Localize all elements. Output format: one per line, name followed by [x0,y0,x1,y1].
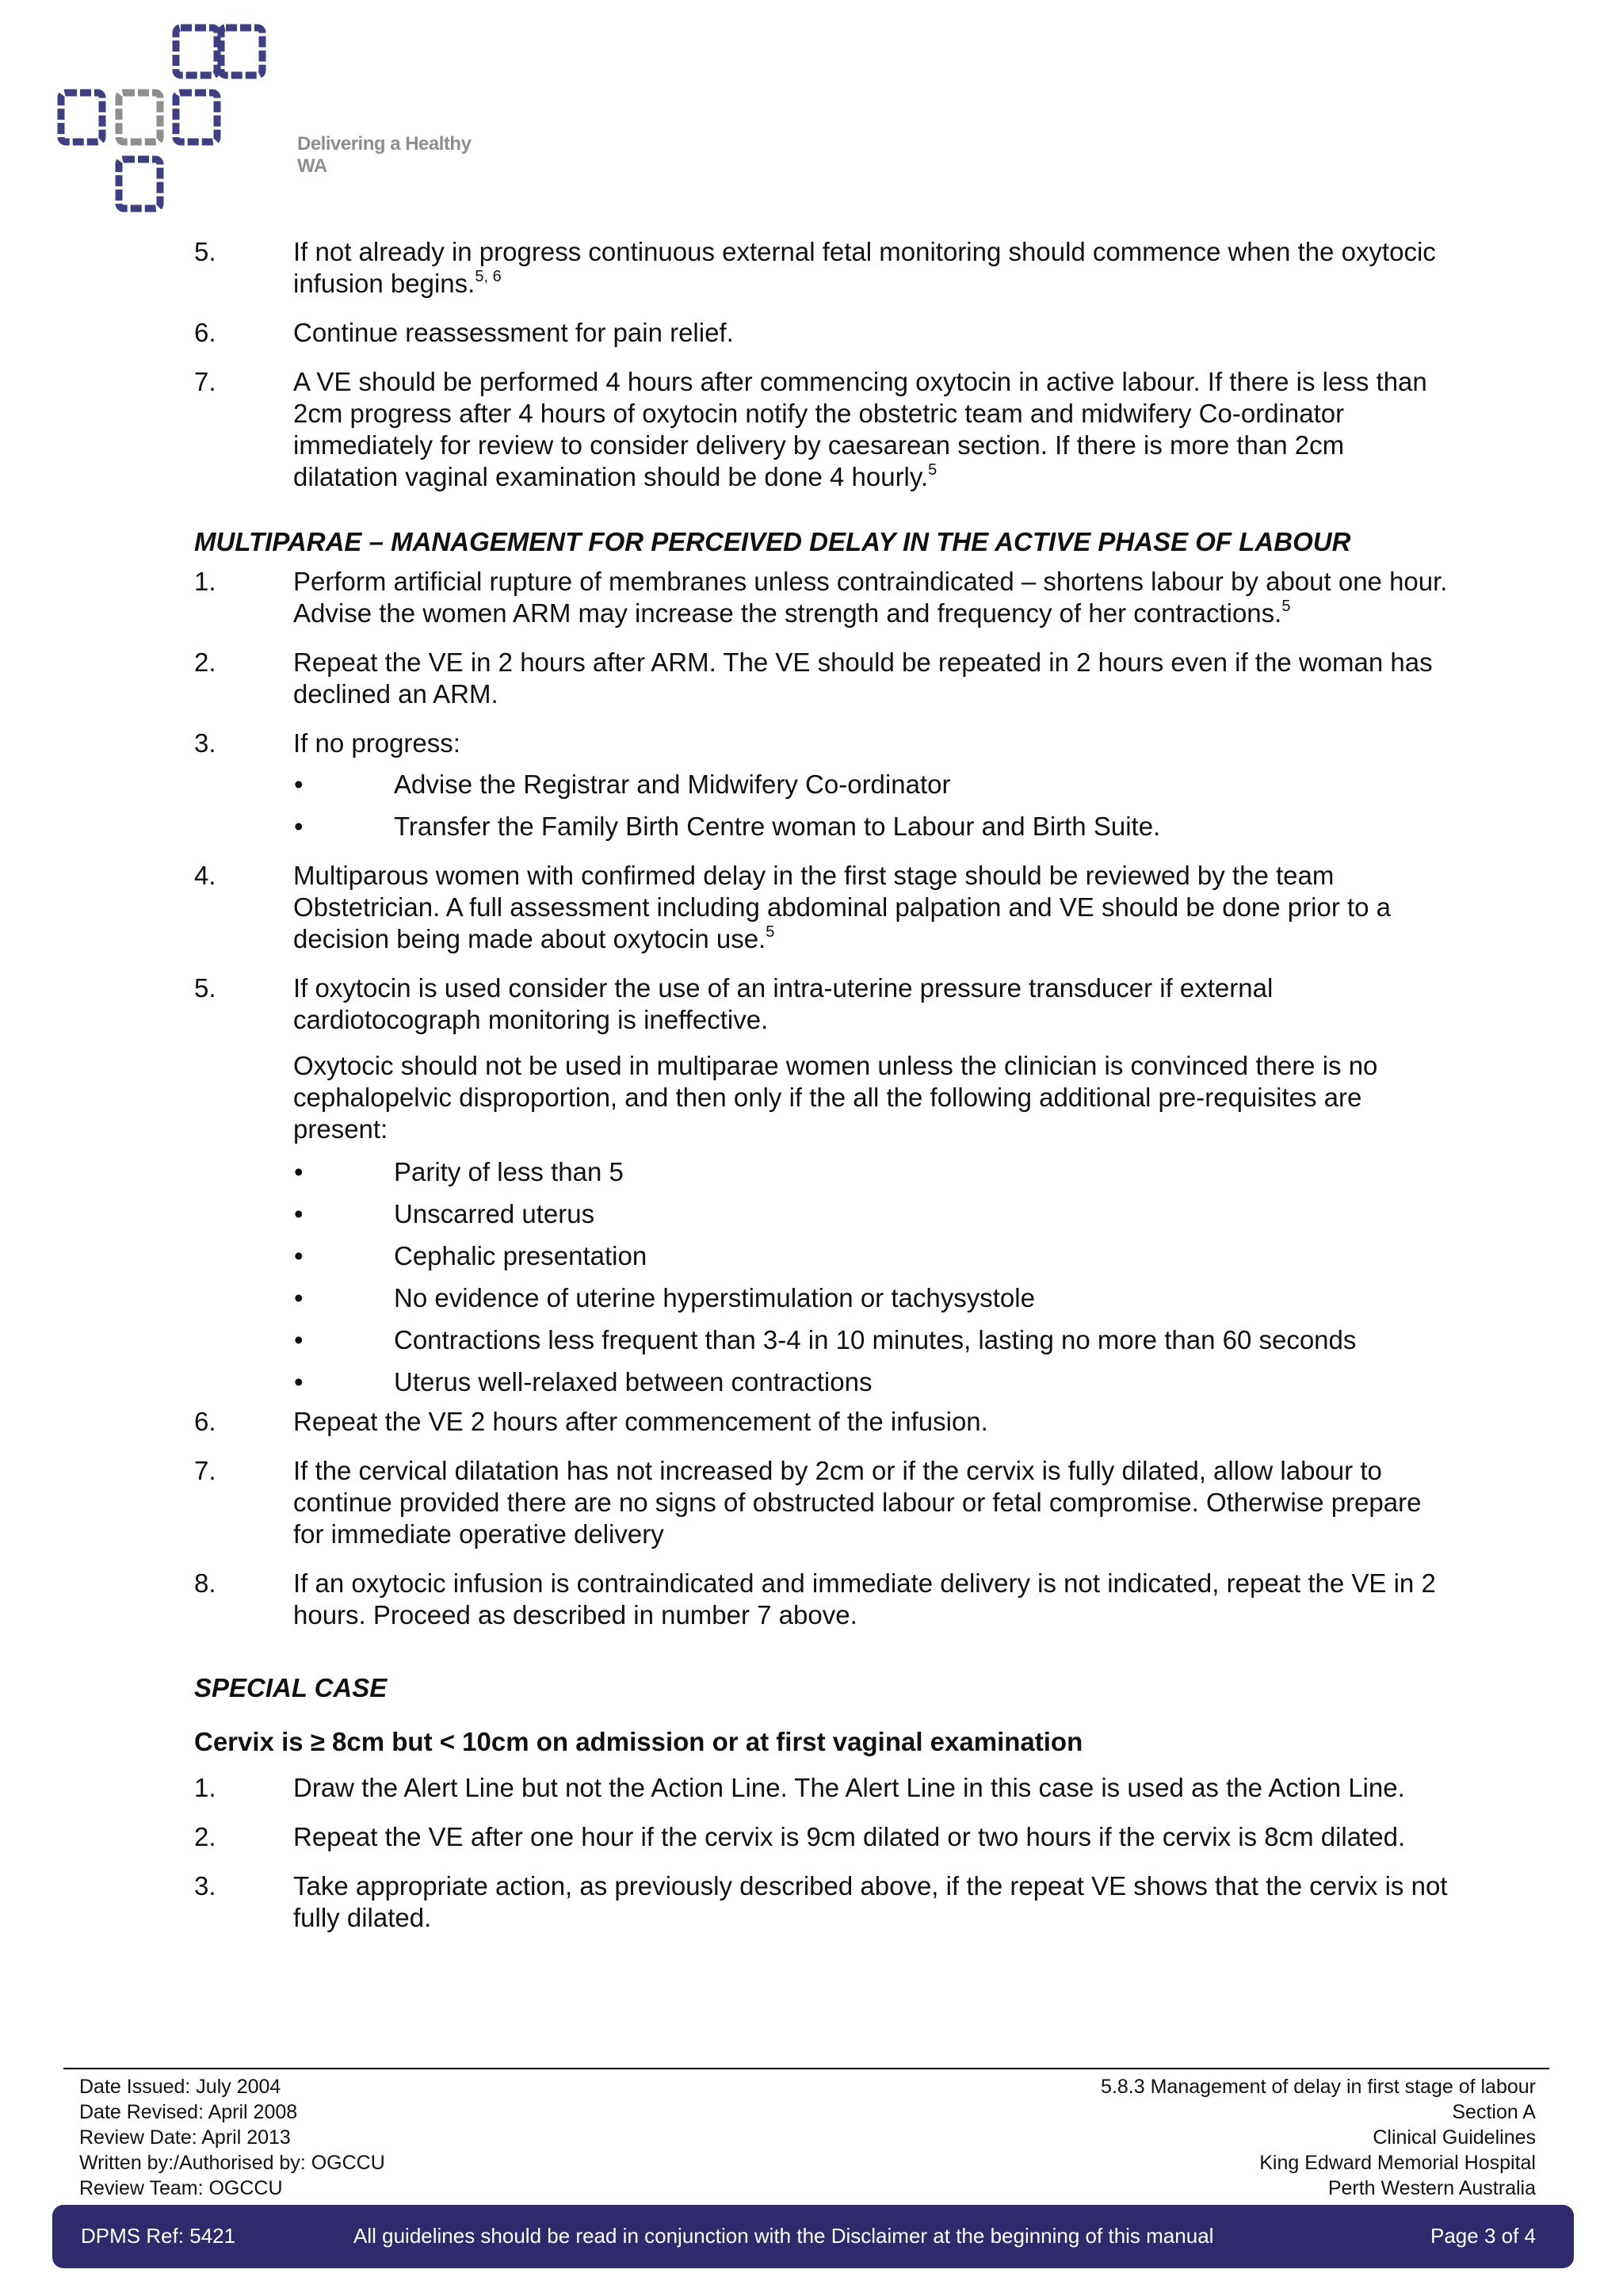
item-number: 4. [194,861,216,890]
item-text: If an oxytocic infusion is contraindicated and immediate delivery is not indicated, repeat the VE in 2 hours. Proceed as described in number 7 above. [293,1568,1436,1629]
list-item [194,1568,1454,1631]
bullet-text: Uterus well-relaxed between contractions [394,1367,873,1396]
bullet-text: Advise the Registrar and Midwifery Co-ordinator [394,770,951,799]
review-date: Review Date: April 2013 [79,2126,291,2149]
bullet-icon: • [294,1325,304,1354]
item-text: Multiparous women with confirmed delay in the first stage should be reviewed by the team Obstetrician. A full assessment including abdominal palpation and VE should be done prior to a decision being made about oxytocin use. [293,861,1392,953]
item-text: If no progress: [293,728,460,758]
item-text: Repeat the VE in 2 hours after ARM. The VE should be repeated in 2 hours even if the woman has declined an ARM. [293,648,1433,709]
reference: 5 [766,923,775,941]
logo-icon [55,22,499,220]
bullet-text: Contractions less frequent than 3-4 in 10 minutes, lasting no more than 60 seconds [394,1325,1357,1354]
list-item [194,1821,1454,1853]
item-text: If not already in progress continuous external fetal monitoring should commence when the oxytocic infusion begins. [293,237,1436,298]
list-item [194,1455,1454,1550]
item-number: 6. [194,1407,216,1436]
review-team: Review Team: OGCCU [79,2177,283,2199]
item-number: 7. [194,1456,216,1485]
section-heading-multiparae: MULTIPARAE – MANAGEMENT FOR PERCEIVED DELAY IN THE ACTIVE PHASE OF LABOUR [194,527,1351,556]
bullet-icon: • [294,1283,304,1312]
item-text: Draw the Alert Line but not the Action Line. The Alert Line in this case is used as the Action Line. [293,1773,1405,1802]
item-number: 3. [194,1871,216,1901]
bullet-text: Transfer the Family Birth Centre woman to Labour and Birth Suite. [394,812,1161,841]
item-number: 7. [194,367,216,396]
bullet-item [194,811,1454,842]
list-item [194,366,1454,493]
bullet-icon: • [294,812,304,841]
list-item [194,1406,1454,1438]
item-number: 1. [194,1773,216,1802]
list-item [194,972,1454,1036]
reference: 5 [1281,598,1291,615]
disclaimer-note: All guidelines should be read in conjunction with the Disclaimer at the beginning of this manual [353,2224,1214,2248]
bullet-icon: • [294,1199,304,1228]
list-item [194,566,1454,629]
guideline-title: 5.8.3 Management of delay in first stage of labour [1101,2076,1536,2098]
item-text: Take appropriate action, as previously described above, if the repeat VE shows that the cervix is not fully dilated. [293,1871,1448,1932]
footer-divider [63,2068,1549,2069]
footer-bar [52,2205,1574,2268]
list-item [194,1870,1454,1934]
bullet-item [194,1282,1454,1314]
footer-document-info [79,2074,385,2201]
reference: 5 [928,461,938,479]
item-number: 3. [194,728,216,758]
logo-text: Delivering a Healthy WA [297,133,472,177]
bullet-text: Cephalic presentation [394,1241,647,1270]
bullet-item [194,1366,1454,1398]
list-item [194,1772,1454,1804]
item-number: 2. [194,1822,216,1851]
logo [55,22,499,220]
item-text: If oxytocin is used consider the use of an intra-uterine pressure transducer if external cardiotocograph monitoring is ineffective. [293,973,1274,1034]
date-revised: Date Revised: April 2008 [79,2101,298,2123]
list-item [194,728,1454,759]
bullet-icon: • [294,1157,304,1186]
item-number: 5. [194,237,216,266]
item-text: A VE should be performed 4 hours after commencing oxytocin in active labour. If there is less than 2cm progress after 4 hours of oxytocin notify the obstetric team and midwifery Co-ordinator immediately for review to consider delivery by caesarean section. If there is more than 2cm dilatation vaginal examination should be done 4 hourly. [293,367,1427,491]
document-body [194,236,1454,1951]
footer-section-info [1101,2074,1536,2201]
location: Perth Western Australia [1327,2177,1536,2199]
page-number: Page 3 of 4 [1430,2224,1536,2248]
bullet-icon: • [294,1241,304,1270]
reference: 5, 6 [475,268,502,285]
list-item [194,317,1454,349]
date-issued: Date Issued: July 2004 [79,2076,281,2098]
item-text: Perform artificial rupture of membranes unless contraindicated – shortens labour by about one hour. Advise the women ARM may increase the strength and frequency of her contractions. [293,567,1448,628]
item-number: 2. [194,648,216,677]
dpms-ref: DPMS Ref: 5421 [81,2224,236,2248]
bullet-text: No evidence of uterine hyperstimulation or tachysystole [394,1283,1035,1312]
item-text: Repeat the VE after one hour if the cervix is 9cm dilated or two hours if the cervix is 8cm dilated. [293,1822,1406,1851]
written-by: Written by:/Authorised by: OGCCU [79,2152,385,2174]
item-text: Repeat the VE 2 hours after commencement of the infusion. [293,1407,988,1436]
bullet-icon: • [294,770,304,799]
list-item [194,236,1454,300]
bullet-item [194,1198,1454,1230]
list-item [194,860,1454,955]
section-heading-special-case: SPECIAL CASE [194,1673,388,1702]
bullet-item [194,1240,1454,1272]
bullet-text: Unscarred uterus [394,1199,595,1228]
hospital-name: King Edward Memorial Hospital [1259,2152,1536,2174]
bullet-text: Parity of less than 5 [394,1157,624,1186]
item-number: 8. [194,1568,216,1598]
list-item [194,647,1454,710]
item-number: 5. [194,973,216,1003]
oxytocic-paragraph: Oxytocic should not be used in multiparae women unless the clinician is convinced there is no cephalopelvic disproportion, and then only if the all the following additional pre-requisites are present: [293,1051,1378,1144]
item-number: 1. [194,567,216,596]
bullet-item [194,1156,1454,1188]
bullet-item [194,1324,1454,1356]
bullet-icon: • [294,1367,304,1396]
bullet-item [194,769,1454,800]
item-number: 6. [194,318,216,347]
item-text: Continue reassessment for pain relief. [293,318,734,347]
subheading-cervix: Cervix is ≥ 8cm but < 10cm on admission or at first vaginal examination [194,1727,1083,1756]
manual-name: Clinical Guidelines [1373,2126,1536,2149]
section-label: Section A [1452,2101,1536,2123]
item-text: If the cervical dilatation has not increased by 2cm or if the cervix is fully dilated, allow labour to continue provided there are no signs of obstructed labour or fetal compromise. Otherwise prepare for immediate operative delivery [293,1456,1422,1549]
